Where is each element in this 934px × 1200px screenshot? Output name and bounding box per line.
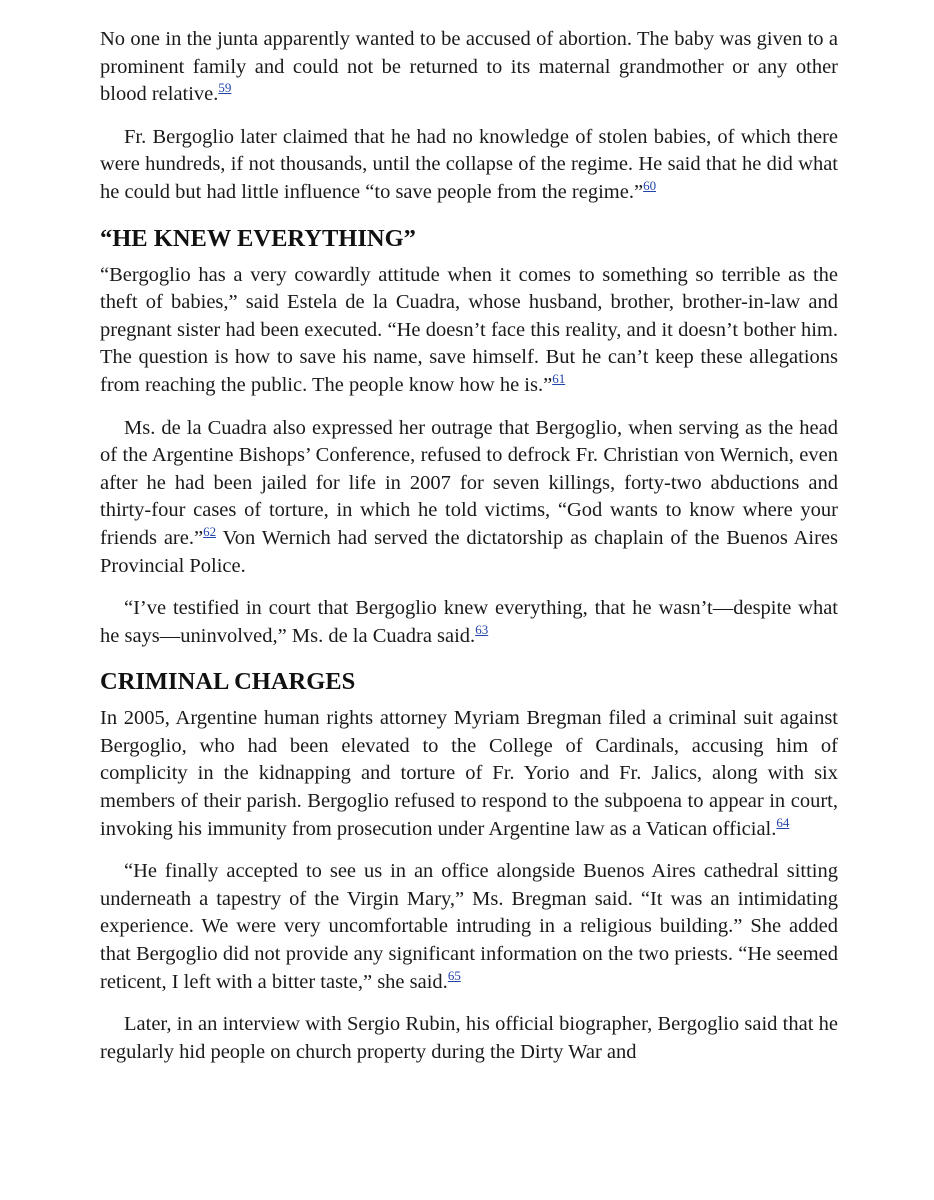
footnote-link-63[interactable]: 63 bbox=[475, 621, 489, 637]
paragraph-text: Ms. de la Cuadra also expressed her outrage that Bergoglio, when serving as the head of the Argentine Bishops’ Conference, refused to defrock Fr. Christian von Wernich, even after he had been jailed for life in 2007 for seven killings, forty-two abductions and thirty-four cases of torture, in which he told victims, “God wants to know where your friends are.” bbox=[100, 416, 838, 549]
paragraph-4 bbox=[100, 415, 838, 581]
paragraph-text: “He finally accepted to see us in an office alongside Buenos Aires cathedral sitting underneath a tapestry of the Virgin Mary,” Ms. Bregman said. “It was an intimidating experience. We were very uncomfortable intruding in a religious building.” She added that Bergoglio did not provide any significant information on the two priests. “He seemed reticent, I left with a bitter taste,” she said. bbox=[100, 860, 838, 993]
paragraph-5 bbox=[100, 595, 838, 650]
paragraph-text: No one in the junta apparently wanted to be accused of abortion. The baby was given to a prominent family and could not be returned to its maternal grandmother or any other blood relative. bbox=[100, 28, 838, 106]
paragraph-text: “I’ve testified in court that Bergoglio knew everything, that he wasn’t—despite what he says—uninvolved,” Ms. de la Cuadra said. bbox=[100, 597, 838, 647]
section-heading-criminal-charges: CRIMINAL CHARGES bbox=[100, 668, 356, 696]
footnote-link-61[interactable]: 61 bbox=[552, 371, 566, 387]
paragraph-3 bbox=[100, 262, 838, 400]
footnote-link-64[interactable]: 64 bbox=[776, 814, 790, 830]
footnote-link-62[interactable]: 62 bbox=[203, 524, 217, 540]
paragraph-text: Fr. Bergoglio later claimed that he had no knowledge of stolen babies, of which there were hundreds, if not thousands, until the collapse of the regime. He said that he did what he could but had little influence “to save people from the regime.” bbox=[100, 125, 838, 203]
paragraph-text: “Bergoglio has a very cowardly attitude when it comes to something so terrible as the theft of babies,” said Estela de la Cuadra, whose husband, brother, brother-in-law and pregnant sister had been executed. “He doesn’t face this reality, and it doesn’t bother him. The question is how to save his name, save himself. But he can’t keep these allegations from reaching the public. The people know how he is.” bbox=[100, 263, 838, 396]
footnote-link-60[interactable]: 60 bbox=[643, 178, 657, 194]
paragraph-1 bbox=[100, 26, 838, 109]
paragraph-8 bbox=[100, 1011, 838, 1066]
paragraph-6 bbox=[100, 705, 838, 843]
paragraph-text: In 2005, Argentine human rights attorney Myriam Bregman filed a criminal suit against Bergoglio, who had been elevated to the College of Cardinals, accusing him of complicity in the kidnapping and torture of Fr. Yorio and Fr. Jalics, along with six members of their parish. Bergoglio refused to respond to the subpoena to appear in court, invoking his immunity from prosecution under Argentine law as a Vatican official. bbox=[100, 707, 838, 840]
footnote-link-59[interactable]: 59 bbox=[218, 80, 232, 96]
paragraph-2 bbox=[100, 124, 838, 207]
book-page bbox=[100, 26, 838, 1066]
section-heading-he-knew-everything: “HE KNEW EVERYTHING” bbox=[100, 224, 416, 252]
paragraph-text-continued: Von Wernich had served the dictatorship as chaplain of the Buenos Aires Provincial Police. bbox=[100, 526, 838, 577]
footnote-link-65[interactable]: 65 bbox=[447, 967, 461, 983]
paragraph-text: Later, in an interview with Sergio Rubin, his official biographer, Bergoglio said that he regularly hid people on church property during the Dirty War and bbox=[100, 1013, 838, 1063]
paragraph-7 bbox=[100, 858, 838, 996]
